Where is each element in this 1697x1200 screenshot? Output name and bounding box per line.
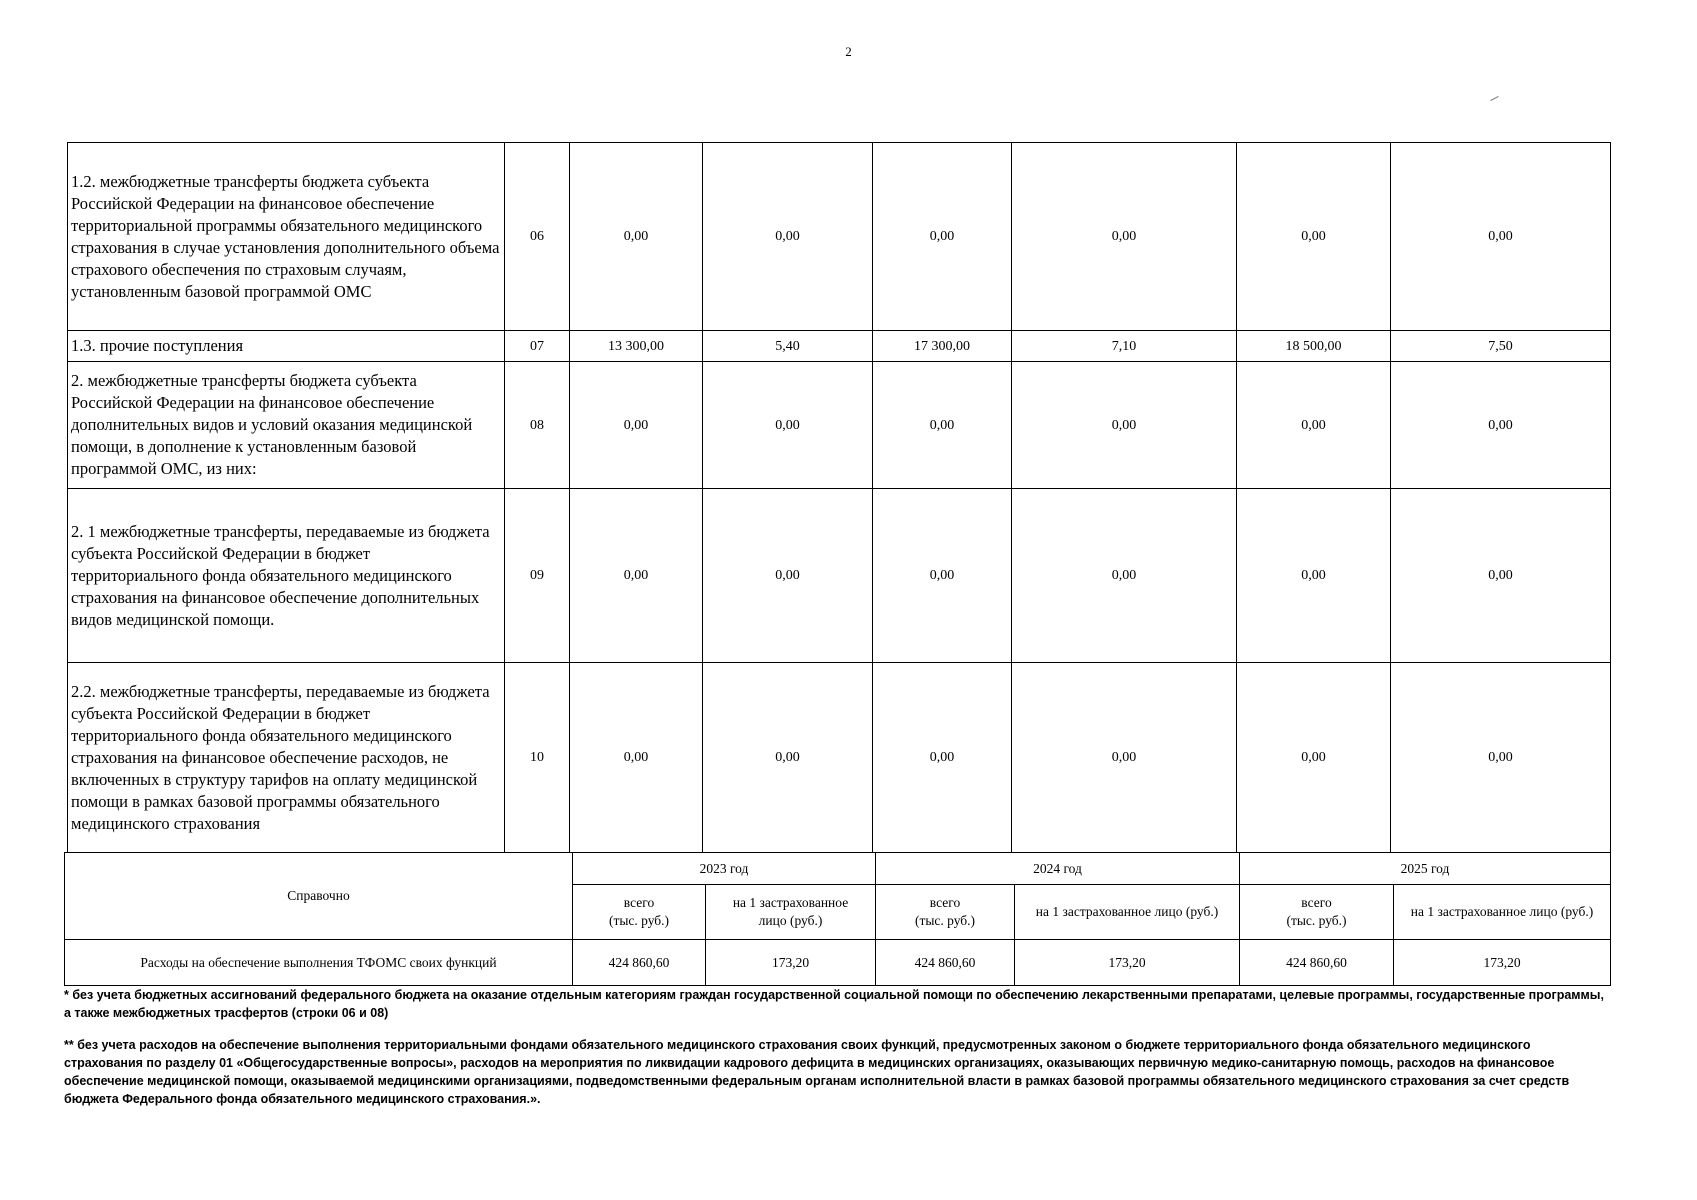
value-cell: 0,00 [570,489,703,663]
value-cell: 0,00 [1012,489,1237,663]
value-cell: 0,00 [1237,143,1391,331]
value-cell: 0,00 [873,143,1012,331]
scan-artifact [1490,96,1498,101]
value-cell: 0,00 [703,362,873,489]
column-header: всего (тыс. руб.) [573,885,706,940]
table-row [68,143,1611,331]
value-cell: 0,00 [873,489,1012,663]
value-cell: 0,00 [873,663,1012,853]
row-label: 2.2. межбюджетные трансферты, передаваемые из бюджета субъекта Российской Федерации в бюджет территориального фонда обязательного медицинского страхования на финансовое обеспечение расходов, не включенных в структуру тарифов на оплату медицинской помощи в рамках базовой программы обязательного медицинского страхования [68,663,505,853]
value-cell: 0,00 [1237,362,1391,489]
year-header: 2023 год [573,853,876,885]
value-cell: 0,00 [1391,663,1611,853]
column-header: всего (тыс. руб.) [876,885,1015,940]
row-label: 2. межбюджетные трансферты бюджета субъекта Российской Федерации на финансовое обеспечение дополнительных видов и условий оказания медицинской помощи, в дополнение к установленным базовой программой ОМС, из них: [68,362,505,489]
value-cell: 424 860,60 [573,940,706,986]
value-cell: 17 300,00 [873,331,1012,362]
reference-data-row [65,940,1611,986]
reference-year-row [65,853,1611,885]
value-cell: 173,20 [1015,940,1240,986]
row-label: 1.3. прочие поступления [68,331,505,362]
page-number: 2 [845,44,852,59]
table-row [68,489,1611,663]
column-header: на 1 застрахованное лицо (руб.) [1394,885,1611,940]
value-cell: 0,00 [1391,362,1611,489]
row-code: 06 [505,143,570,331]
value-cell: 424 860,60 [876,940,1015,986]
value-cell: 7,50 [1391,331,1611,362]
row-code: 10 [505,663,570,853]
column-header: на 1 застрахованное лицо (руб.) [706,885,876,940]
reference-table [64,852,1611,986]
footnote-1: * без учета бюджетных ассигнований федерального бюджета на оказание отдельным категориям граждан государственной социальной помощи по обеспечению лекарственными препаратами, целевые программы, государственные программы, а также межбюджетных трасфертов (строки 06 и 08) [64,988,1604,1020]
value-cell: 0,00 [703,663,873,853]
value-cell: 0,00 [1237,489,1391,663]
row-code: 09 [505,489,570,663]
value-cell: 0,00 [1391,489,1611,663]
value-cell: 18 500,00 [1237,331,1391,362]
value-cell: 0,00 [1237,663,1391,853]
reference-row-label: Расходы на обеспечение выполнения ТФОМС своих функций [65,940,573,986]
value-cell: 0,00 [1012,143,1237,331]
footnote-2: ** без учета расходов на обеспечение выполнения территориальными фондами обязательного медицинского страхования своих функций, предусмотренных законом о бюджете территориального фонда обязательного медицинского страхования по разделу 01 «Общегосударственные вопросы», расходов на мероприятия по ликвидации кадрового дефицита в медицинских организациях, оказывающих первичную медико-санитарную помощь, расходов на финансовое обеспечение медицинской помощи, оказываемой медицинскими организациями, подведомственными федеральным органам исполнительной власти в рамках базовой программы обязательного медицинского страхования за счет средств бюджета Федерального фонда обязательного медицинского страхования.». [64,1038,1570,1106]
value-cell: 5,40 [703,331,873,362]
budget-table [67,142,1611,853]
reference-label: Справочно [65,853,573,940]
value-cell: 424 860,60 [1240,940,1394,986]
row-code: 07 [505,331,570,362]
value-cell: 0,00 [703,489,873,663]
column-header: всего (тыс. руб.) [1240,885,1394,940]
value-cell: 0,00 [1012,362,1237,489]
row-label: 2. 1 межбюджетные трансферты, передаваемые из бюджета субъекта Российской Федерации в бюджет территориального фонда обязательного медицинского страхования на финансовое обеспечение дополнительных видов медицинской помощи. [68,489,505,663]
table-row [68,331,1611,362]
value-cell: 0,00 [1391,143,1611,331]
year-header: 2024 год [876,853,1240,885]
column-header: на 1 застрахованное лицо (руб.) [1015,885,1240,940]
value-cell: 7,10 [1012,331,1237,362]
value-cell: 173,20 [706,940,876,986]
value-cell: 0,00 [1012,663,1237,853]
year-header: 2025 год [1240,853,1611,885]
value-cell: 0,00 [703,143,873,331]
value-cell: 0,00 [873,362,1012,489]
value-cell: 173,20 [1394,940,1611,986]
value-cell: 0,00 [570,362,703,489]
row-label: 1.2. межбюджетные трансферты бюджета субъекта Российской Федерации на финансовое обеспечение территориальной программы обязательного медицинского страхования в случае установления дополнительного объема страхового обеспечения по страховым случаям, установленным базовой программой ОМС [68,143,505,331]
value-cell: 0,00 [570,143,703,331]
row-code: 08 [505,362,570,489]
value-cell: 13 300,00 [570,331,703,362]
value-cell: 0,00 [570,663,703,853]
table-row [68,663,1611,853]
table-row [68,362,1611,489]
